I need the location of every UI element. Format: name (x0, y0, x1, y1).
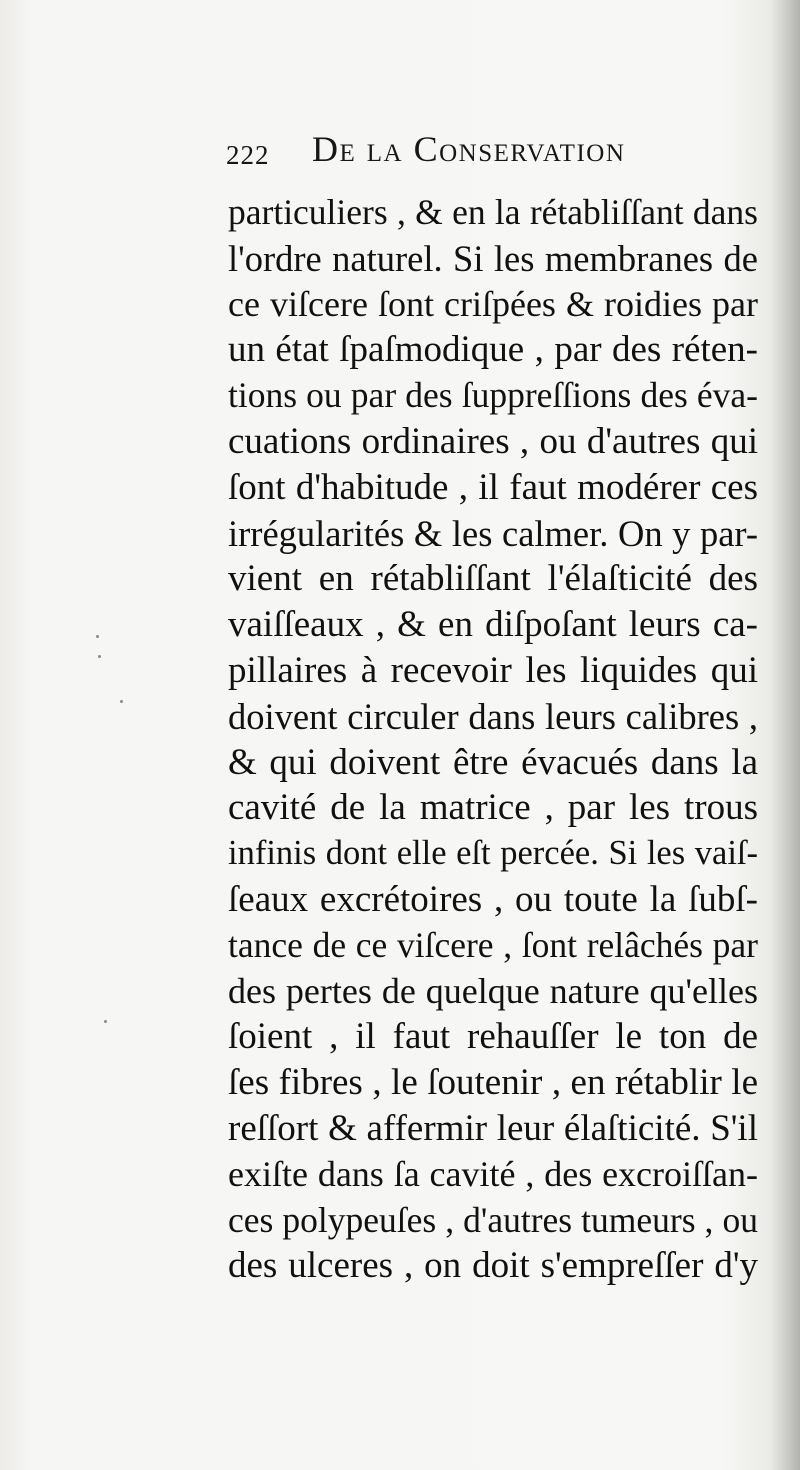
page-number: 222 (226, 140, 270, 170)
text-line: exiſte dans ſa cavité , des excroiſſan- (228, 1153, 758, 1194)
text-line: ſoient , il faut rehauſſer le ton de (228, 1016, 758, 1058)
paper-speck (104, 1020, 107, 1023)
text-line: & qui doivent être évacués dans la (228, 741, 758, 783)
page-header (226, 128, 746, 178)
text-line: des ulceres , on doit s'empreſſer d'y (228, 1245, 758, 1287)
body-text (228, 190, 758, 1289)
text-line: vaiſſeaux , & en diſpoſant leurs ca- (228, 604, 758, 646)
text-line: un état ſpaſmodique , par des réten- (228, 329, 758, 371)
text-line: reſſort & affermir leur élaſticité. S'il (228, 1107, 758, 1149)
paper-speck (120, 700, 123, 703)
text-line: l'ordre naturel. Si les membranes de (228, 237, 758, 279)
text-line: ces polypeuſes , d'autres tumeurs , ou (228, 1199, 758, 1240)
text-line: vient en rétabliſſant l'élaſticité des (228, 558, 758, 600)
paper-speck (96, 635, 99, 638)
text-line: cuations ordinaires , ou d'autres qui (228, 420, 758, 462)
text-line: particuliers , & en la rétabliſſant dans (228, 192, 758, 232)
page-edge-shadow (770, 0, 800, 1470)
text-line: tions ou par des ſuppreſſions des éva- (228, 375, 758, 416)
text-line: pillaires à recevoir les liquides qui (228, 649, 758, 691)
running-head: De la Conservation (312, 129, 626, 169)
text-line: infinis dont elle eſt percée. Si les vaiſ- (228, 834, 758, 873)
text-line: ſont d'habitude , il faut modérer ces (228, 466, 758, 508)
text-line: tance de ce viſcere , ſont relâchés par (228, 924, 758, 965)
text-line: des pertes de quelque nature qu'elles (228, 970, 758, 1011)
text-line: doivent circuler dans leurs calibres , (228, 695, 758, 737)
text-line: ſeaux excrétoires , ou toute la ſubſ- (228, 878, 758, 920)
text-line: irrégularités & les calmer. On y par- (228, 512, 758, 554)
paper-speck (98, 655, 101, 658)
text-line: cavité de la matrice , par les trous (228, 787, 758, 829)
text-line: ſes fibres , le ſoutenir , en rétablir le (228, 1062, 758, 1104)
text-line: ce viſcere ſont criſpées & roidies par (228, 283, 758, 324)
